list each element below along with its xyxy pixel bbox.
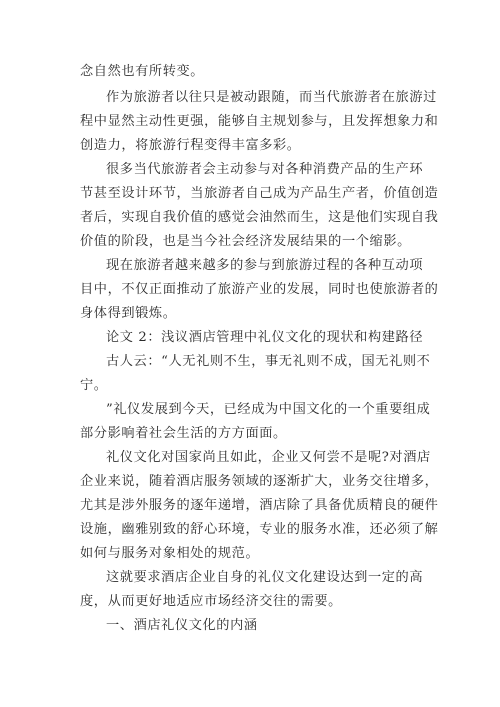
text-line: 念自然也有所转变。 bbox=[80, 64, 205, 79]
paragraph-start-line: 作为旅游者以往只是被动跟随，而当代旅游者在旅游过 bbox=[106, 90, 437, 105]
text-line: 企业来说，随着酒店服务领域的逐渐扩大，业务交往增多， bbox=[80, 474, 439, 489]
text-line: 尤其是涉外服务的逐年递增，酒店除了具备优质精良的硬件 bbox=[80, 498, 439, 513]
text-line: 度，从而更好地适应市场经济交往的需要。 bbox=[80, 594, 342, 609]
text-line: 目中，不仅正面推动了旅游产业的发展，同时也使旅游者的 bbox=[80, 282, 439, 297]
text-line: 创造力，将旅游行程变得丰富多彩。 bbox=[80, 138, 301, 153]
text-line: 程中显然主动性更强，能够自主规划参与，且发挥想象力和 bbox=[80, 114, 439, 129]
paragraph-start-line: 很多当代旅游者会主动参与对各种消费产品的生产环 bbox=[106, 162, 424, 177]
text-line: 部分影响着社会生活的方方面面。 bbox=[80, 426, 287, 441]
text-line: 身体得到锻炼。 bbox=[80, 306, 177, 321]
text-line: 如何与服务对象相处的规范。 bbox=[80, 546, 260, 561]
paragraph-start-line: 礼仪文化对国家尚且如此，企业又何尝不是呢?对酒店 bbox=[106, 450, 431, 465]
paragraph-start-line: 古人云：“人无礼则不生，事无礼则不成，国无礼则不 bbox=[106, 354, 431, 369]
text-line: 价值的阶段，也是当今社会经济发展结果的一个缩影。 bbox=[80, 234, 411, 249]
text-line: 者后，实现自我价值的感觉会油然而生，这是他们实现自我 bbox=[80, 210, 439, 225]
section-heading: 论文 2：浅议酒店管理中礼仪文化的现状和构建路径 bbox=[106, 330, 424, 345]
paragraph-start-line: 现在旅游者越来越多的参与到旅游过程的各种互动项 bbox=[106, 258, 424, 273]
paragraph-start-line: ”礼仪发展到今天，已经成为中国文化的一个重要组成 bbox=[106, 402, 431, 417]
text-line: 设施，幽雅别致的舒心环境，专业的服务水准，还必须了解 bbox=[80, 522, 439, 537]
section-subheading: 一、酒店礼仪文化的内涵 bbox=[106, 618, 258, 633]
text-line: 宁。 bbox=[80, 378, 108, 393]
paragraph-start-line: 这就要求酒店企业自身的礼仪文化建设达到一定的高 bbox=[106, 570, 424, 585]
text-line: 节甚至设计环节，当旅游者自己成为产品生产者，价值创造 bbox=[80, 186, 439, 201]
